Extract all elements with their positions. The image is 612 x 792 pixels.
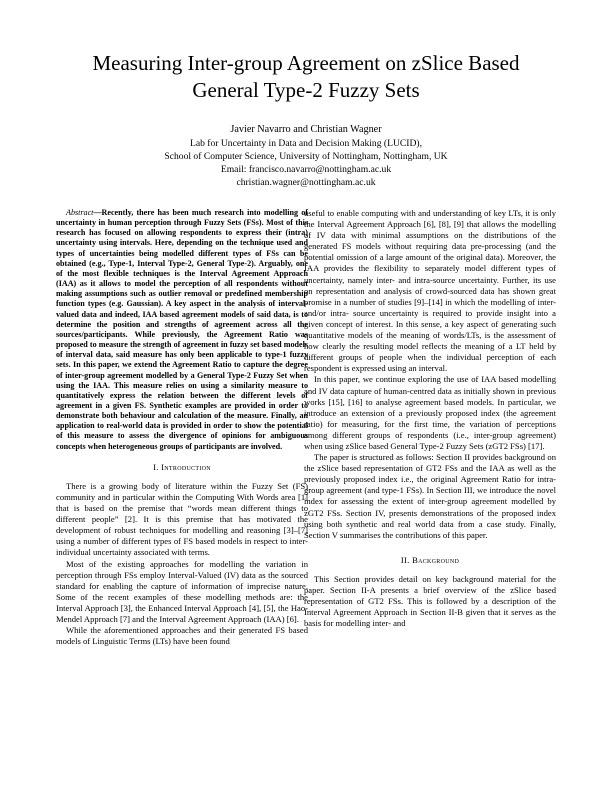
intro-paragraph-3: While the aforementioned approaches and their generated FS based models of Linguistic Terms (LTs) have been found (56, 625, 308, 647)
title-line-2: General Type-2 Fuzzy Sets (192, 78, 420, 102)
author-email-2: christian.wagner@nottingham.ac.uk (236, 177, 376, 188)
background-paragraph-1: This Section provides detail on key background material for the paper. Section II-A presents a brief overview of the zSlice based representation of GT2 FSs. This is followed by a description of the Interval Agreement Approach in Section II-B given that it serves as the basis for modelling inter- and (304, 573, 556, 629)
section-title: Background (412, 554, 460, 565)
author-block (40, 123, 572, 189)
intro-paragraph-5: In this paper, we continue exploring the use of IAA based modelling and IV data capture of human-centred data as initially shown in previous works [15], [16] to analyse agreement based models. In particular, we introduce an extension of a previously proposed index (the agreement ratio) for measuring, for the first time, the variation of perceptions among different groups of respondents (i.e., inter-group agreement) when using zSlice based General Type-2 Fuzzy Sets (zGT2 FSs) [17]. (304, 374, 556, 451)
right-column (304, 208, 556, 629)
title-line-1: Measuring Inter-group Agreement on zSlice Based (92, 51, 520, 75)
section-title: Introduction (161, 461, 211, 472)
affiliation-school: School of Computer Science, University of Nottingham, Nottingham, UK (164, 151, 448, 162)
section-number: I. (153, 461, 159, 472)
author-email-1: Email: francisco.navarro@nottingham.ac.uk (220, 164, 392, 175)
affiliation-lab: Lab for Uncertainty in Data and Decision Making (LUCID), (189, 138, 423, 149)
intro-paragraph-4: useful to enable computing with and understanding of key LTs, it is only the Interval Agreement Approach [6], [8], [9] that allows the modelling of IV data with minimal assumptions on the distributions of the generated FS models without requiring data pre-processing (and the potential omission of a large amount of the original data). Moreover, the IAA provides the flexibility to separately model different types of uncertainty, namely inter- and intra-source uncertainty. Further, its use on representation and analysis of crowd-sourced data has shown great promise in a number of studies [9]–[14] in which the modelling of inter- and/or intra- source uncertainty is required to provide insight into a given concept of interest. In this sense, a key aspect of generating such quantitative models of the meaning of words/LTs, is the assessment of how clearly the resulting model reflects the meaning of a LT held by different groups of people when the individual perception of each respondent is expressed using an interval. (304, 208, 556, 374)
intro-paragraph-1: There is a growing body of literature within the Fuzzy Set (FS) community and in particular within the Computing With Words area [1] that is based on the premise that “words mean different things to different people” [2]. It is this premise that has motivated the development of robust techniques for modelling and reasoning [3]–[7] using a number of different types of FS based models in respect to inter-individual uncertainty associated with terms. (56, 480, 308, 558)
intro-paragraph-2: Most of the existing approaches for modelling the variation in perception through FSs employ Interval-Valued (IV) data as the sourced standard for enabling the capture of information of imprecise nature. Some of the recent examples of these modelling methods are: the Interval Approach [3], the Enhanced Interval Approach [4], [5], the Hao-Mendel Approach [7] and the Interval Agreement Approach (IAA) [6]. (56, 558, 308, 624)
abstract-label: Abstract (66, 208, 94, 217)
intro-paragraph-6: The paper is structured as follows: Section II provides background on the zSlice based representation of GT2 FSs and the IAA as well as the previously proposed index i.e., the original Agreement Ratio for intra-group agreement (and type-1 FSs). In Section III, we introduce the novel index for assessing the extent of inter-group agreement modelled by zGT2 FSs. Section IV, presents demonstrations of the proposed index using both synthetic and real world data from a case study. Finally, Section V summarises the contributions of this paper. (304, 452, 556, 540)
section-number: II. (400, 554, 410, 565)
abstract (56, 208, 308, 452)
abstract-text: —Recently, there has been much research into modelling of uncertainty in human perception through Fuzzy Sets (FSs). Most of this research has focused on allowing respondents to express their (intra) uncertainty using intervals. Here, depending on the technique used and types of uncertainties being modelled different types of FSs can be obtained (e.g., Type-1, Interval Type-2, General Type-2). Arguably, one of the most flexible techniques is the Interval Agreement Approach (IAA) as it allows to model the perception of all respondents without making assumptions such as outlier removal or predefined membership function types (e.g. Gaussian). A key aspect in the analysis of interval-valued data and indeed, IAA based agreement models of said data, is to determine the position and strengths of agreement across all the sources/participants. While previously, the Agreement Ratio was proposed to measure the strength of agreement in fuzzy set based models of interval data, said measure has only been applicable to type-1 fuzzy sets. In this paper, we extend the Agreement Ratio to capture the degree of inter-group agreement modelled by a General Type-2 Fuzzy Set when using the IAA. This measure relies on using a similarity measure to quantitatively express the relation between the different levels of agreement in a given FS. Synthetic examples are provided in order to demonstrate both behaviour and calculation of the measure. Finally, an application to real-world data is provided in order to show the potential of this measure to assess the divergence of opinions for ambiguous concepts when heterogeneous groups of participants are involved. (56, 208, 308, 451)
left-column (56, 208, 308, 647)
section-heading-background (304, 555, 556, 566)
paper-title (40, 50, 572, 104)
section-heading-introduction (56, 462, 308, 473)
author-names: Javier Navarro and Christian Wagner (230, 124, 382, 135)
